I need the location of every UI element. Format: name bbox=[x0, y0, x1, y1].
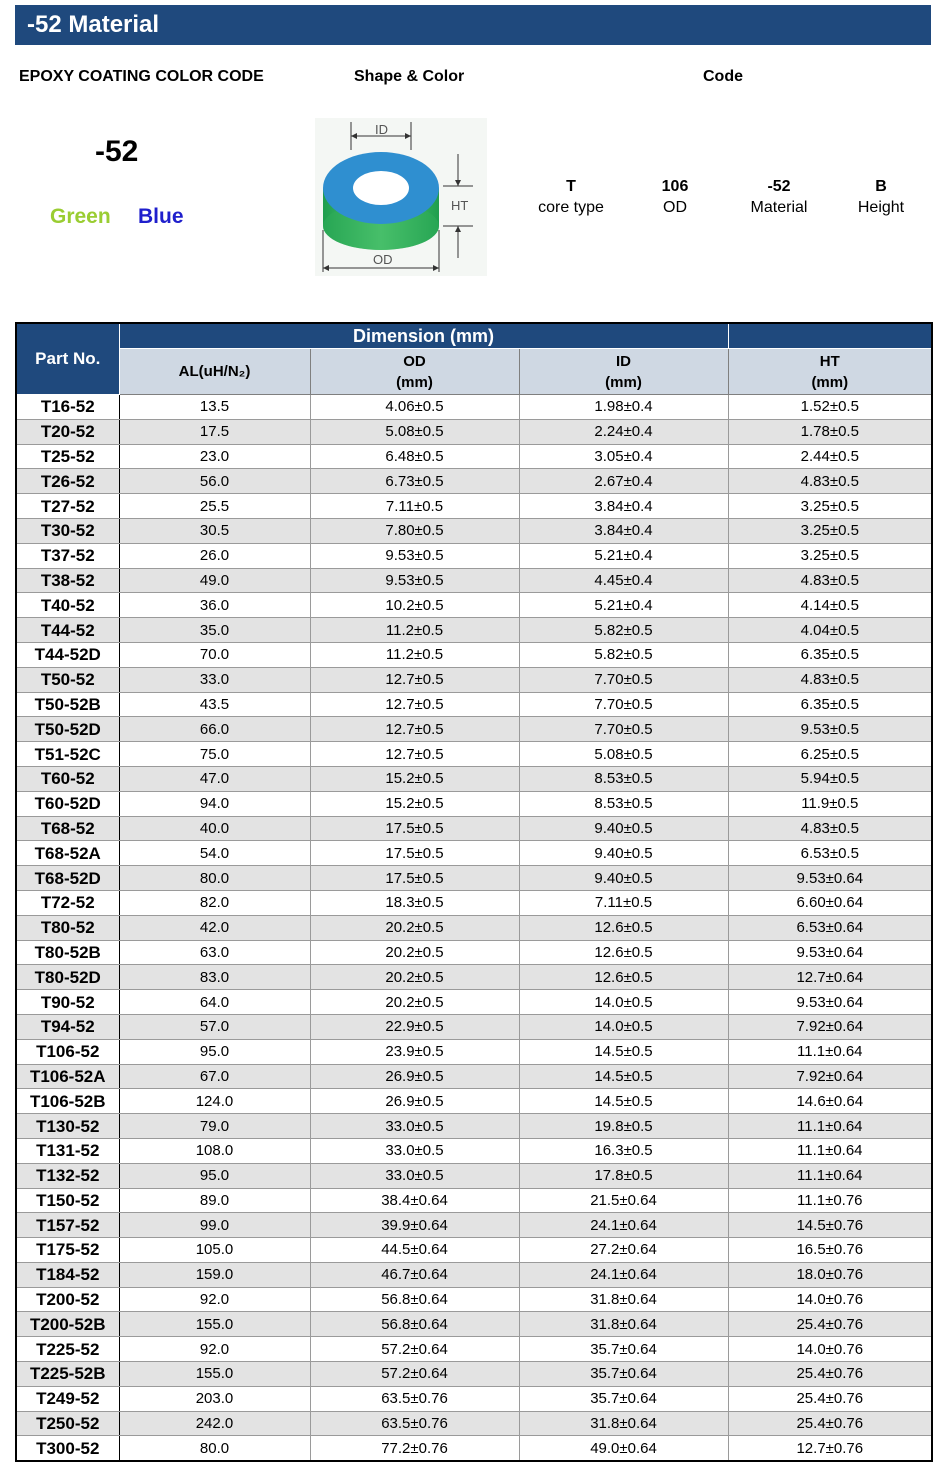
od-cell: 57.2±0.64 bbox=[310, 1337, 519, 1362]
toroid-core-diagram bbox=[315, 118, 487, 276]
od-cell: 33.0±0.5 bbox=[310, 1163, 519, 1188]
id-cell: 19.8±0.5 bbox=[519, 1114, 728, 1139]
al-cell: 47.0 bbox=[119, 766, 310, 791]
id-cell: 14.0±0.5 bbox=[519, 1014, 728, 1039]
ht-cell: 4.83±0.5 bbox=[728, 667, 932, 692]
al-cell: 63.0 bbox=[119, 940, 310, 965]
ht-cell: 2.44±0.5 bbox=[728, 444, 932, 469]
table-row bbox=[16, 717, 932, 742]
part-number-cell: T26-52 bbox=[16, 469, 119, 494]
od-cell: 77.2±0.76 bbox=[310, 1436, 519, 1461]
table-body bbox=[16, 395, 932, 1462]
ht-header-unit: (mm) bbox=[811, 373, 849, 391]
al-cell: 33.0 bbox=[119, 667, 310, 692]
code-material bbox=[724, 176, 834, 218]
id-cell: 31.8±0.64 bbox=[519, 1411, 728, 1436]
al-cell: 36.0 bbox=[119, 593, 310, 618]
part-number-cell: T40-52 bbox=[16, 593, 119, 618]
al-cell: 35.0 bbox=[119, 618, 310, 643]
ht-cell: 5.94±0.5 bbox=[728, 766, 932, 791]
ht-cell: 6.53±0.5 bbox=[728, 841, 932, 866]
al-cell: 92.0 bbox=[119, 1337, 310, 1362]
ht-cell: 12.7±0.64 bbox=[728, 965, 932, 990]
id-cell: 9.40±0.5 bbox=[519, 816, 728, 841]
od-cell: 17.5±0.5 bbox=[310, 816, 519, 841]
al-cell: 155.0 bbox=[119, 1362, 310, 1387]
table-row bbox=[16, 543, 932, 568]
al-cell: 155.0 bbox=[119, 1312, 310, 1337]
od-cell: 39.9±0.64 bbox=[310, 1213, 519, 1238]
part-number-cell: T131-52 bbox=[16, 1138, 119, 1163]
od-cell: 15.2±0.5 bbox=[310, 766, 519, 791]
ht-cell: 9.53±0.5 bbox=[728, 717, 932, 742]
al-cell: 79.0 bbox=[119, 1114, 310, 1139]
id-cell: 7.70±0.5 bbox=[519, 667, 728, 692]
code-core-type-value: T bbox=[566, 178, 576, 195]
al-cell: 66.0 bbox=[119, 717, 310, 742]
id-cell: 14.5±0.5 bbox=[519, 1039, 728, 1064]
al-cell: 94.0 bbox=[119, 791, 310, 816]
al-cell: 80.0 bbox=[119, 1436, 310, 1461]
od-cell: 26.9±0.5 bbox=[310, 1089, 519, 1114]
al-cell: 25.5 bbox=[119, 494, 310, 519]
id-cell: 24.1±0.64 bbox=[519, 1262, 728, 1287]
od-cell: 33.0±0.5 bbox=[310, 1138, 519, 1163]
od-cell: 56.8±0.64 bbox=[310, 1287, 519, 1312]
od-cell: 20.2±0.5 bbox=[310, 965, 519, 990]
table-row bbox=[16, 518, 932, 543]
code-od-label: OD bbox=[663, 199, 687, 216]
part-number-cell: T60-52D bbox=[16, 791, 119, 816]
al-cell: 92.0 bbox=[119, 1287, 310, 1312]
table-row bbox=[16, 568, 932, 593]
part-number-cell: T37-52 bbox=[16, 543, 119, 568]
od-cell: 33.0±0.5 bbox=[310, 1114, 519, 1139]
ht-cell: 11.9±0.5 bbox=[728, 791, 932, 816]
id-cell: 12.6±0.5 bbox=[519, 915, 728, 940]
al-cell: 99.0 bbox=[119, 1213, 310, 1238]
al-cell: 70.0 bbox=[119, 642, 310, 667]
color-green-label: Green bbox=[50, 205, 111, 228]
id-header-unit: (mm) bbox=[605, 373, 642, 391]
part-number-cell: T16-52 bbox=[16, 395, 119, 420]
ht-cell: 14.6±0.64 bbox=[728, 1089, 932, 1114]
ht-cell: 3.25±0.5 bbox=[728, 494, 932, 519]
table-row bbox=[16, 915, 932, 940]
al-cell: 124.0 bbox=[119, 1089, 310, 1114]
od-cell: 9.53±0.5 bbox=[310, 568, 519, 593]
part-number-cell: T50-52D bbox=[16, 717, 119, 742]
dimension-header: Dimension (mm) bbox=[119, 323, 728, 349]
part-number-cell: T44-52D bbox=[16, 642, 119, 667]
od-cell: 38.4±0.64 bbox=[310, 1188, 519, 1213]
id-header bbox=[519, 349, 728, 395]
part-number-cell: T106-52A bbox=[16, 1064, 119, 1089]
od-header-unit: (mm) bbox=[396, 373, 433, 391]
od-cell: 46.7±0.64 bbox=[310, 1262, 519, 1287]
ht-header bbox=[728, 349, 932, 395]
id-cell: 16.3±0.5 bbox=[519, 1138, 728, 1163]
al-cell: 40.0 bbox=[119, 816, 310, 841]
od-cell: 57.2±0.64 bbox=[310, 1362, 519, 1387]
ht-cell: 1.52±0.5 bbox=[728, 395, 932, 420]
od-cell: 20.2±0.5 bbox=[310, 915, 519, 940]
part-number-cell: T249-52 bbox=[16, 1386, 119, 1411]
ht-cell: 4.83±0.5 bbox=[728, 469, 932, 494]
od-cell: 56.8±0.64 bbox=[310, 1312, 519, 1337]
part-number-cell: T157-52 bbox=[16, 1213, 119, 1238]
ht-cell: 25.4±0.76 bbox=[728, 1386, 932, 1411]
part-number-cell: T132-52 bbox=[16, 1163, 119, 1188]
part-number-cell: T72-52 bbox=[16, 890, 119, 915]
table-row bbox=[16, 965, 932, 990]
diagram-ht-label: HT bbox=[451, 198, 469, 213]
ht-cell: 9.53±0.64 bbox=[728, 866, 932, 891]
part-number-cell: T300-52 bbox=[16, 1436, 119, 1461]
dimension-header-blank bbox=[728, 323, 932, 349]
ht-cell: 7.92±0.64 bbox=[728, 1064, 932, 1089]
code-core-type bbox=[516, 176, 626, 218]
table-row bbox=[16, 816, 932, 841]
od-cell: 63.5±0.76 bbox=[310, 1411, 519, 1436]
part-number-cell: T225-52 bbox=[16, 1337, 119, 1362]
table-row bbox=[16, 444, 932, 469]
table-row bbox=[16, 395, 932, 420]
ht-cell: 6.60±0.64 bbox=[728, 890, 932, 915]
table-row bbox=[16, 642, 932, 667]
od-cell: 12.7±0.5 bbox=[310, 667, 519, 692]
part-number-cell: T80-52B bbox=[16, 940, 119, 965]
ht-cell: 7.92±0.64 bbox=[728, 1014, 932, 1039]
ht-cell: 14.5±0.76 bbox=[728, 1213, 932, 1238]
id-cell: 8.53±0.5 bbox=[519, 791, 728, 816]
al-cell: 64.0 bbox=[119, 990, 310, 1015]
ht-cell: 6.35±0.5 bbox=[728, 642, 932, 667]
od-cell: 44.5±0.64 bbox=[310, 1238, 519, 1263]
id-cell: 14.5±0.5 bbox=[519, 1089, 728, 1114]
table-row bbox=[16, 791, 932, 816]
ht-cell: 9.53±0.64 bbox=[728, 990, 932, 1015]
id-cell: 14.0±0.5 bbox=[519, 990, 728, 1015]
od-header-label: OD bbox=[403, 352, 426, 370]
table-row bbox=[16, 1411, 932, 1436]
al-cell: 95.0 bbox=[119, 1163, 310, 1188]
od-header bbox=[310, 349, 519, 395]
table-row bbox=[16, 667, 932, 692]
od-cell: 9.53±0.5 bbox=[310, 543, 519, 568]
table-row bbox=[16, 494, 932, 519]
ht-cell: 14.0±0.76 bbox=[728, 1287, 932, 1312]
code-od-value: 106 bbox=[661, 178, 689, 195]
id-cell: 49.0±0.64 bbox=[519, 1436, 728, 1461]
part-number-cell: T80-52 bbox=[16, 915, 119, 940]
part-number-cell: T80-52D bbox=[16, 965, 119, 990]
al-cell: 75.0 bbox=[119, 742, 310, 767]
code-height bbox=[826, 176, 936, 218]
ht-cell: 1.78±0.5 bbox=[728, 419, 932, 444]
code-label: Code bbox=[703, 68, 743, 85]
al-cell: 49.0 bbox=[119, 568, 310, 593]
al-cell: 56.0 bbox=[119, 469, 310, 494]
ht-cell: 25.4±0.76 bbox=[728, 1411, 932, 1436]
part-number-cell: T130-52 bbox=[16, 1114, 119, 1139]
ht-cell: 11.1±0.64 bbox=[728, 1039, 932, 1064]
ht-cell: 4.83±0.5 bbox=[728, 568, 932, 593]
od-cell: 5.08±0.5 bbox=[310, 419, 519, 444]
id-cell: 3.84±0.4 bbox=[519, 494, 728, 519]
part-number-cell: T38-52 bbox=[16, 568, 119, 593]
id-cell: 4.45±0.4 bbox=[519, 568, 728, 593]
id-cell: 27.2±0.64 bbox=[519, 1238, 728, 1263]
table-row bbox=[16, 1362, 932, 1387]
table-row bbox=[16, 1337, 932, 1362]
al-cell: 83.0 bbox=[119, 965, 310, 990]
od-cell: 17.5±0.5 bbox=[310, 841, 519, 866]
id-cell: 9.40±0.5 bbox=[519, 841, 728, 866]
ht-cell: 6.53±0.64 bbox=[728, 915, 932, 940]
al-cell: 105.0 bbox=[119, 1238, 310, 1263]
id-cell: 8.53±0.5 bbox=[519, 766, 728, 791]
table-row bbox=[16, 1436, 932, 1461]
id-cell: 9.40±0.5 bbox=[519, 866, 728, 891]
od-cell: 12.7±0.5 bbox=[310, 742, 519, 767]
part-number-cell: T175-52 bbox=[16, 1238, 119, 1263]
od-cell: 11.2±0.5 bbox=[310, 642, 519, 667]
id-cell: 5.08±0.5 bbox=[519, 742, 728, 767]
id-cell: 7.70±0.5 bbox=[519, 717, 728, 742]
part-number-cell: T51-52C bbox=[16, 742, 119, 767]
al-cell: 203.0 bbox=[119, 1386, 310, 1411]
id-cell: 2.67±0.4 bbox=[519, 469, 728, 494]
table-row bbox=[16, 419, 932, 444]
shape-color-label: Shape & Color bbox=[354, 68, 465, 85]
od-cell: 17.5±0.5 bbox=[310, 866, 519, 891]
al-cell: 82.0 bbox=[119, 890, 310, 915]
table-row bbox=[16, 890, 932, 915]
ht-cell: 11.1±0.76 bbox=[728, 1188, 932, 1213]
al-cell: 57.0 bbox=[119, 1014, 310, 1039]
al-cell: 42.0 bbox=[119, 915, 310, 940]
od-cell: 7.80±0.5 bbox=[310, 518, 519, 543]
table-row bbox=[16, 1312, 932, 1337]
al-cell: 95.0 bbox=[119, 1039, 310, 1064]
al-cell: 67.0 bbox=[119, 1064, 310, 1089]
od-cell: 4.06±0.5 bbox=[310, 395, 519, 420]
part-number-cell: T60-52 bbox=[16, 766, 119, 791]
ht-cell: 14.0±0.76 bbox=[728, 1337, 932, 1362]
part-number-cell: T68-52A bbox=[16, 841, 119, 866]
ht-cell: 9.53±0.64 bbox=[728, 940, 932, 965]
code-material-label: Material bbox=[750, 199, 808, 216]
part-number-cell: T200-52B bbox=[16, 1312, 119, 1337]
code-od bbox=[620, 176, 730, 218]
id-cell: 35.7±0.64 bbox=[519, 1337, 728, 1362]
toroid-hole bbox=[353, 171, 409, 205]
part-number-cell: T225-52B bbox=[16, 1362, 119, 1387]
table-row bbox=[16, 618, 932, 643]
ht-cell: 11.1±0.64 bbox=[728, 1138, 932, 1163]
part-number-cell: T184-52 bbox=[16, 1262, 119, 1287]
table-row bbox=[16, 1014, 932, 1039]
id-cell: 12.6±0.5 bbox=[519, 940, 728, 965]
al-cell: 242.0 bbox=[119, 1411, 310, 1436]
ht-cell: 16.5±0.76 bbox=[728, 1238, 932, 1263]
part-number-cell: T20-52 bbox=[16, 419, 119, 444]
table-row bbox=[16, 692, 932, 717]
table-row bbox=[16, 841, 932, 866]
id-cell: 2.24±0.4 bbox=[519, 419, 728, 444]
ht-cell: 6.25±0.5 bbox=[728, 742, 932, 767]
table-row bbox=[16, 1039, 932, 1064]
epoxy-color-code-label: EPOXY COATING COLOR CODE bbox=[19, 68, 264, 85]
id-cell: 1.98±0.4 bbox=[519, 395, 728, 420]
diagram-od-label: OD bbox=[373, 252, 393, 267]
od-cell: 11.2±0.5 bbox=[310, 618, 519, 643]
code-height-value: B bbox=[875, 178, 887, 195]
spec-table bbox=[15, 322, 933, 1462]
table-row bbox=[16, 593, 932, 618]
ht-cell: 11.1±0.64 bbox=[728, 1114, 932, 1139]
od-cell: 22.9±0.5 bbox=[310, 1014, 519, 1039]
part-number-cell: T106-52B bbox=[16, 1089, 119, 1114]
id-cell: 5.82±0.5 bbox=[519, 642, 728, 667]
od-cell: 6.73±0.5 bbox=[310, 469, 519, 494]
id-cell: 5.82±0.5 bbox=[519, 618, 728, 643]
al-cell: 80.0 bbox=[119, 866, 310, 891]
table-row bbox=[16, 1089, 932, 1114]
ht-cell: 3.25±0.5 bbox=[728, 543, 932, 568]
ht-cell: 6.35±0.5 bbox=[728, 692, 932, 717]
ht-cell: 25.4±0.76 bbox=[728, 1312, 932, 1337]
part-number-cell: T50-52 bbox=[16, 667, 119, 692]
od-cell: 63.5±0.76 bbox=[310, 1386, 519, 1411]
al-cell: 17.5 bbox=[119, 419, 310, 444]
id-cell: 31.8±0.64 bbox=[519, 1287, 728, 1312]
al-cell: 43.5 bbox=[119, 692, 310, 717]
ht-cell: 12.7±0.76 bbox=[728, 1436, 932, 1461]
id-cell: 35.7±0.64 bbox=[519, 1362, 728, 1387]
al-cell: 159.0 bbox=[119, 1262, 310, 1287]
part-number-cell: T90-52 bbox=[16, 990, 119, 1015]
id-cell: 5.21±0.4 bbox=[519, 593, 728, 618]
part-number-cell: T250-52 bbox=[16, 1411, 119, 1436]
id-cell: 5.21±0.4 bbox=[519, 543, 728, 568]
al-cell: 30.5 bbox=[119, 518, 310, 543]
od-cell: 6.48±0.5 bbox=[310, 444, 519, 469]
od-cell: 20.2±0.5 bbox=[310, 990, 519, 1015]
table-row bbox=[16, 1213, 932, 1238]
od-cell: 12.7±0.5 bbox=[310, 692, 519, 717]
ht-cell: 4.83±0.5 bbox=[728, 816, 932, 841]
al-cell: 26.0 bbox=[119, 543, 310, 568]
al-header: AL(uH/N₂) bbox=[119, 349, 310, 395]
ht-cell: 25.4±0.76 bbox=[728, 1362, 932, 1387]
table-row bbox=[16, 766, 932, 791]
table-row bbox=[16, 866, 932, 891]
id-cell: 7.70±0.5 bbox=[519, 692, 728, 717]
id-cell: 3.05±0.4 bbox=[519, 444, 728, 469]
part-number-cell: T150-52 bbox=[16, 1188, 119, 1213]
table-row bbox=[16, 1238, 932, 1263]
ht-cell: 3.25±0.5 bbox=[728, 518, 932, 543]
od-cell: 26.9±0.5 bbox=[310, 1064, 519, 1089]
ht-header-label: HT bbox=[819, 352, 840, 370]
table-row bbox=[16, 469, 932, 494]
part-number-cell: T200-52 bbox=[16, 1287, 119, 1312]
code-height-label: Height bbox=[857, 199, 905, 216]
id-cell: 31.8±0.64 bbox=[519, 1312, 728, 1337]
id-cell: 3.84±0.4 bbox=[519, 518, 728, 543]
part-no-header: Part No. bbox=[16, 323, 119, 395]
part-number-cell: T68-52D bbox=[16, 866, 119, 891]
ht-cell: 11.1±0.64 bbox=[728, 1163, 932, 1188]
al-cell: 108.0 bbox=[119, 1138, 310, 1163]
table-row bbox=[16, 1188, 932, 1213]
part-number-cell: T68-52 bbox=[16, 816, 119, 841]
color-blue-label: Blue bbox=[138, 205, 184, 228]
id-cell: 24.1±0.64 bbox=[519, 1213, 728, 1238]
code-material-value: -52 bbox=[767, 178, 791, 195]
ht-cell: 4.04±0.5 bbox=[728, 618, 932, 643]
part-number-cell: T27-52 bbox=[16, 494, 119, 519]
table-row bbox=[16, 940, 932, 965]
id-cell: 21.5±0.64 bbox=[519, 1188, 728, 1213]
table-row bbox=[16, 742, 932, 767]
part-number-cell: T25-52 bbox=[16, 444, 119, 469]
ht-cell: 18.0±0.76 bbox=[728, 1262, 932, 1287]
part-number-cell: T30-52 bbox=[16, 518, 119, 543]
page-title: -52 Material bbox=[15, 5, 931, 45]
al-cell: 54.0 bbox=[119, 841, 310, 866]
material-code: -52 bbox=[95, 135, 139, 168]
od-cell: 12.7±0.5 bbox=[310, 717, 519, 742]
od-cell: 23.9±0.5 bbox=[310, 1039, 519, 1064]
table-row bbox=[16, 1386, 932, 1411]
part-number-cell: T94-52 bbox=[16, 1014, 119, 1039]
table-row bbox=[16, 1064, 932, 1089]
od-cell: 10.2±0.5 bbox=[310, 593, 519, 618]
table-row bbox=[16, 1287, 932, 1312]
id-cell: 35.7±0.64 bbox=[519, 1386, 728, 1411]
od-cell: 15.2±0.5 bbox=[310, 791, 519, 816]
table-row bbox=[16, 1138, 932, 1163]
part-number-cell: T106-52 bbox=[16, 1039, 119, 1064]
od-cell: 18.3±0.5 bbox=[310, 890, 519, 915]
part-number-cell: T44-52 bbox=[16, 618, 119, 643]
diagram-id-label: ID bbox=[375, 122, 388, 137]
od-cell: 20.2±0.5 bbox=[310, 940, 519, 965]
part-number-cell: T50-52B bbox=[16, 692, 119, 717]
al-cell: 89.0 bbox=[119, 1188, 310, 1213]
table-row bbox=[16, 990, 932, 1015]
table-row bbox=[16, 1114, 932, 1139]
id-cell: 17.8±0.5 bbox=[519, 1163, 728, 1188]
id-cell: 14.5±0.5 bbox=[519, 1064, 728, 1089]
ht-cell: 4.14±0.5 bbox=[728, 593, 932, 618]
table-row bbox=[16, 1163, 932, 1188]
id-cell: 12.6±0.5 bbox=[519, 965, 728, 990]
code-core-type-label: core type bbox=[538, 199, 604, 216]
table-row bbox=[16, 1262, 932, 1287]
id-cell: 7.11±0.5 bbox=[519, 890, 728, 915]
al-cell: 23.0 bbox=[119, 444, 310, 469]
al-cell: 13.5 bbox=[119, 395, 310, 420]
od-cell: 7.11±0.5 bbox=[310, 494, 519, 519]
id-header-label: ID bbox=[616, 352, 632, 370]
